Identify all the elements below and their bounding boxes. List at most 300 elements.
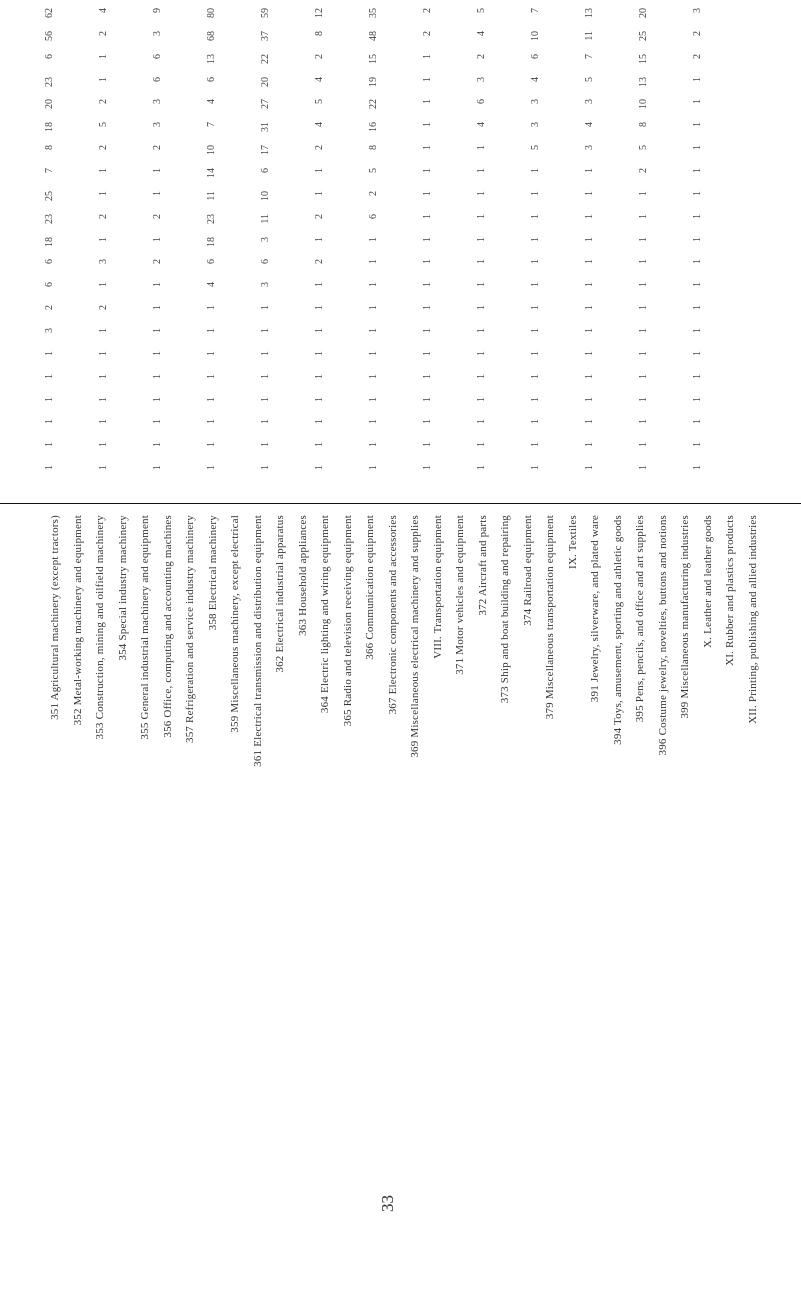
table-cell: 1	[152, 168, 163, 173]
table-cell: 10	[206, 145, 217, 156]
table-cell: 2	[152, 259, 163, 265]
table-cell: 1	[98, 373, 109, 379]
table-cell: 3	[260, 236, 271, 242]
table-cell: 1	[638, 419, 649, 425]
table-cell: 1	[152, 419, 163, 425]
row-label	[404, 515, 427, 1295]
table-cell: 1	[476, 259, 487, 265]
table-cell: 1	[530, 236, 541, 242]
table-cell: 4	[314, 76, 325, 82]
table-cell: 1	[638, 442, 649, 448]
table-cell: 5	[368, 168, 379, 173]
row-label	[292, 515, 315, 1295]
table-cell: 1	[44, 442, 55, 448]
table-cell: 1	[584, 305, 595, 311]
table-cell: 1	[422, 122, 433, 128]
table-cell: 1	[638, 259, 649, 265]
table-cell: 1	[584, 168, 595, 173]
table-cell: 5	[476, 8, 487, 13]
table-cell: 1	[692, 168, 703, 173]
table-cell: 10	[260, 190, 271, 201]
table-cell: 1	[368, 236, 379, 242]
table-cell: 1	[638, 305, 649, 311]
table-cell: 1	[98, 53, 109, 59]
table-cell: 1	[422, 442, 433, 448]
row-label	[719, 515, 742, 1295]
table-cell: 6	[44, 53, 55, 59]
table-cell: 2	[152, 213, 163, 219]
table-cell: 6	[260, 259, 271, 265]
table-cell: 1	[692, 145, 703, 151]
table-cell: 7	[530, 8, 541, 13]
row-label	[427, 515, 450, 1295]
row-label-text: 364 Electric lighting and wiring equipment	[319, 515, 332, 714]
table-cell: 10	[638, 99, 649, 110]
table-cell: 1	[584, 350, 595, 356]
table-cell: 1	[692, 419, 703, 425]
table-cell: 1	[422, 168, 433, 173]
table-cell: 80	[206, 8, 217, 18]
table-cell: 1	[530, 190, 541, 196]
table-cell: 48	[368, 30, 379, 41]
table-cell: 1	[692, 236, 703, 242]
table-cell: 13	[206, 53, 217, 64]
table-cell: 2	[692, 53, 703, 59]
table-cell: 1	[638, 350, 649, 356]
table-cell: 19	[368, 76, 379, 87]
table-cell: 7	[206, 122, 217, 128]
table-cell: 1	[692, 122, 703, 128]
row-label	[67, 515, 90, 1295]
row-label-text: 379 Miscellaneous transportation equipment	[544, 515, 557, 720]
row-label-text: 361 Electrical transmission and distribution equipment	[251, 515, 264, 767]
table-cell: 25	[44, 190, 55, 201]
table-cell: 2	[422, 30, 433, 36]
table-cell: 1	[98, 328, 109, 333]
row-label	[674, 515, 697, 1295]
table-cell: 3	[530, 122, 541, 128]
row-label-text: 373 Ship and boat building and repairing	[499, 515, 512, 704]
table-cell: 1	[44, 396, 55, 402]
table-cell: 11	[260, 213, 271, 224]
table-cell: 1	[98, 465, 109, 471]
table-cell: 3	[44, 328, 55, 333]
table-cell: 10	[530, 30, 541, 41]
table-cell: 1	[530, 442, 541, 448]
table-cell: 15	[368, 53, 379, 64]
table-cell: 1	[44, 465, 55, 471]
table-cell: 1	[530, 419, 541, 425]
table-cell: 1	[44, 373, 55, 379]
row-label-text: 394 Toys, amusement, sporting and athletic goods	[611, 515, 624, 745]
table-cell: 6	[530, 53, 541, 59]
table-cell: 7	[584, 53, 595, 59]
table-cell: 1	[152, 442, 163, 448]
table-cell: 1	[260, 328, 271, 333]
table-cell: 1	[260, 465, 271, 471]
table-cell: 6	[152, 53, 163, 59]
table-cell: 2	[98, 305, 109, 311]
table-cell: 1	[368, 373, 379, 379]
table-cell: 1	[584, 465, 595, 471]
table-cell: 18	[44, 122, 55, 133]
table-cell: 1	[260, 396, 271, 402]
table-cell: 22	[260, 53, 271, 64]
table-cell: 1	[368, 465, 379, 471]
table-cell: 1	[422, 259, 433, 265]
row-label-text: 352 Metal-working machinery and equipment	[71, 515, 84, 726]
table-cell: 1	[314, 328, 325, 333]
table-cell: 1	[152, 282, 163, 288]
table-cell: 1	[530, 396, 541, 402]
table-cell: 3	[152, 30, 163, 36]
table-cell: 2	[44, 305, 55, 311]
table-cell: 1	[692, 282, 703, 288]
row-label-text: 366 Communication equipment	[364, 515, 377, 660]
row-label	[269, 515, 292, 1295]
row-label-text: 369 Miscellaneous electrical machinery and supplies	[409, 515, 422, 758]
table-cell: 7	[44, 168, 55, 173]
table-cell: 1	[368, 396, 379, 402]
table-cell: 1	[314, 168, 325, 173]
row-label-text: 363 Household appliances	[296, 515, 309, 636]
table-cell: 23	[44, 213, 55, 224]
table-cell: 1	[692, 350, 703, 356]
table-cell: 8	[44, 145, 55, 151]
table-cell: 1	[422, 350, 433, 356]
table-cell: 2	[152, 145, 163, 151]
table-cell: 2	[314, 145, 325, 151]
table-cell: 1	[692, 328, 703, 333]
table-cell: 2	[98, 99, 109, 105]
table-cell: 1	[476, 213, 487, 219]
row-label	[449, 515, 472, 1295]
table-cell: 6	[152, 76, 163, 82]
row-label-text: 395 Pens, pencils, and office and art supplies	[634, 515, 647, 723]
table-cell: 1	[692, 76, 703, 82]
table-cell: 9	[152, 8, 163, 13]
table-cell: 1	[692, 305, 703, 311]
table-cell: 1	[422, 190, 433, 196]
table-cell: 1	[314, 190, 325, 196]
row-label-text: 374 Railroad equipment	[521, 515, 534, 626]
table-cell: 1	[368, 328, 379, 333]
row-label-text: 371 Motor vehicles and equipment	[454, 515, 467, 675]
row-label-text: 359 Miscellaneous machinery, except electrical	[229, 515, 242, 733]
row-label-text: 391 Jewelry, silverware, and plated ware	[589, 515, 602, 703]
row-label-text: 362 Electrical industrial apparatus	[274, 515, 287, 673]
row-label	[44, 515, 67, 1295]
table-cell: 1	[638, 282, 649, 288]
row-label-text: 358 Electrical machinery	[206, 515, 219, 631]
table-cell: 4	[476, 30, 487, 36]
table-cell: 1	[152, 350, 163, 356]
table-cell: 1	[692, 373, 703, 379]
table-cell: 68	[206, 30, 217, 41]
table-cell: 5	[98, 122, 109, 128]
table-cell: 1	[260, 373, 271, 379]
table-cell: 1	[530, 373, 541, 379]
table-cell: 1	[98, 419, 109, 425]
table-cell: 6	[368, 213, 379, 219]
table-cell: 1	[206, 350, 217, 356]
table-cell: 1	[476, 145, 487, 151]
row-label-text: IX. Textiles	[566, 515, 579, 569]
table-cell: 1	[584, 442, 595, 448]
table-cell: 1	[584, 236, 595, 242]
table-cell: 1	[206, 419, 217, 425]
table-cell: 3	[584, 99, 595, 105]
table-cell: 1	[314, 419, 325, 425]
table-cell: 23	[206, 213, 217, 224]
table-cell: 1	[98, 442, 109, 448]
row-label	[224, 515, 247, 1295]
table-cell: 6	[206, 259, 217, 265]
table-cell: 27	[260, 99, 271, 110]
row-label-text: 372 Aircraft and parts	[476, 515, 489, 616]
table-cell: 20	[44, 99, 55, 110]
table-cell: 1	[476, 396, 487, 402]
table-cell: 1	[584, 213, 595, 219]
table-cell: 62	[44, 8, 55, 18]
table-cell: 1	[584, 373, 595, 379]
table-cell: 1	[692, 259, 703, 265]
table-cell: 3	[476, 76, 487, 82]
table-cell: 1	[530, 213, 541, 219]
table-cell: 1	[260, 419, 271, 425]
table-cell: 25	[638, 30, 649, 41]
table-cell: 1	[476, 168, 487, 173]
table-cell: 1	[584, 282, 595, 288]
table-cell: 4	[206, 99, 217, 105]
row-label	[382, 515, 405, 1295]
table-cell: 6	[44, 282, 55, 288]
table-cell: 1	[314, 236, 325, 242]
table-cell: 1	[422, 236, 433, 242]
table-cell: 1	[44, 350, 55, 356]
row-label-text: 353 Construction, mining and oilfield machinery	[94, 515, 107, 740]
table-cell: 3	[530, 99, 541, 105]
row-label	[539, 515, 562, 1295]
table-cell: 6	[476, 99, 487, 105]
table-cell: 11	[584, 30, 595, 41]
row-label	[742, 515, 765, 1295]
row-label	[584, 515, 607, 1295]
table-cell: 1	[314, 465, 325, 471]
table-cell: 2	[314, 213, 325, 219]
table-cell: 5	[638, 145, 649, 151]
table-cell: 1	[260, 350, 271, 356]
table-cell: 1	[368, 350, 379, 356]
table-cell: 1	[368, 282, 379, 288]
row-label	[652, 515, 675, 1295]
row-label	[202, 515, 225, 1295]
table-cell: 1	[422, 282, 433, 288]
table-cell: 1	[152, 236, 163, 242]
table-cell: 1	[422, 99, 433, 105]
table-cell: 1	[368, 442, 379, 448]
table-cell: 1	[476, 350, 487, 356]
table-cell: 1	[422, 465, 433, 471]
row-label-text: 365 Radio and television receiving equipment	[341, 515, 354, 727]
table-cell: 1	[638, 465, 649, 471]
table-cell: 1	[476, 465, 487, 471]
table-cell: 1	[44, 419, 55, 425]
row-label	[562, 515, 585, 1295]
table-cell: 1	[638, 236, 649, 242]
row-label	[89, 515, 112, 1295]
table-cell: 1	[422, 76, 433, 82]
table-cell: 1	[530, 259, 541, 265]
table-cell: 1	[638, 213, 649, 219]
table-cell: 1	[638, 328, 649, 333]
table-cell: 17	[260, 145, 271, 156]
table-cell: 37	[260, 30, 271, 41]
table-cell: 2	[368, 190, 379, 196]
row-label	[134, 515, 157, 1295]
table-cell: 5	[530, 145, 541, 151]
row-label	[179, 515, 202, 1295]
row-label-text: 355 General industrial machinery and equipment	[139, 515, 152, 740]
table-cell: 2	[314, 259, 325, 265]
row-label	[337, 515, 360, 1295]
table-cell: 1	[206, 305, 217, 311]
table-cell: 8	[368, 145, 379, 151]
table-cell: 6	[206, 76, 217, 82]
table-cell: 1	[692, 396, 703, 402]
row-label	[697, 515, 720, 1295]
table-cell: 1	[422, 396, 433, 402]
table-cell: 1	[422, 328, 433, 333]
table-cell: 1	[152, 305, 163, 311]
row-label-text: 399 Miscellaneous manufacturing industries	[679, 515, 692, 719]
table-cell: 1	[152, 465, 163, 471]
table-cell: 1	[152, 328, 163, 333]
table-cell: 1	[692, 99, 703, 105]
table-cell: 1	[152, 396, 163, 402]
table-cell: 5	[584, 76, 595, 82]
table-cell: 2	[314, 53, 325, 59]
table-cell: 20	[638, 8, 649, 18]
table-cell: 1	[206, 373, 217, 379]
table-cell: 1	[584, 259, 595, 265]
table-cell: 1	[314, 442, 325, 448]
row-label	[517, 515, 540, 1295]
table-cell: 1	[530, 350, 541, 356]
table-cell: 1	[692, 442, 703, 448]
table-cell: 1	[314, 305, 325, 311]
table-cell: 1	[422, 145, 433, 151]
table-cell: 31	[260, 122, 271, 133]
table-cell: 1	[422, 213, 433, 219]
table-cell: 1	[368, 419, 379, 425]
table-cell: 1	[98, 168, 109, 173]
row-label-text: XI. Rubber and plastics products	[724, 515, 737, 666]
table-cell: 12	[314, 8, 325, 18]
table-cell: 1	[476, 373, 487, 379]
table-cell: 1	[422, 373, 433, 379]
table-cell: 1	[530, 282, 541, 288]
table-cell: 1	[422, 53, 433, 59]
table-cell: 2	[98, 30, 109, 36]
table-cell: 14	[206, 168, 217, 178]
table-cell: 1	[584, 328, 595, 333]
table-cell: 5	[314, 99, 325, 105]
table-cell: 6	[44, 259, 55, 265]
table-cell: 1	[692, 213, 703, 219]
table-cell: 2	[638, 168, 649, 173]
row-label	[494, 515, 517, 1295]
table-cell: 59	[260, 8, 271, 18]
row-label-text: 357 Refrigeration and service industry machinery	[184, 515, 197, 743]
table-cell: 1	[584, 396, 595, 402]
table-cell: 1	[476, 328, 487, 333]
table-cell: 3	[692, 8, 703, 13]
table-cell: 1	[206, 328, 217, 333]
table-cell: 4	[476, 122, 487, 128]
table-cell: 1	[98, 282, 109, 288]
table-cell: 1	[476, 305, 487, 311]
table-cell: 1	[314, 350, 325, 356]
table-cell: 1	[368, 305, 379, 311]
table-cell: 2	[98, 145, 109, 151]
table-cell: 16	[368, 122, 379, 133]
row-label-text: VIII. Transportation equipment	[431, 515, 444, 659]
table-rule	[0, 503, 801, 504]
table-cell: 23	[44, 76, 55, 87]
table-cell: 1	[368, 259, 379, 265]
row-label	[112, 515, 135, 1295]
table-cell: 1	[206, 442, 217, 448]
table-cell: 18	[206, 236, 217, 247]
table-cell: 15	[638, 53, 649, 64]
table-cell: 1	[152, 373, 163, 379]
table-cell: 20	[260, 76, 271, 87]
table-cell: 4	[314, 122, 325, 128]
table-cell: 1	[530, 328, 541, 333]
table-cell: 22	[368, 99, 379, 110]
table-cell: 1	[638, 190, 649, 196]
table-cell: 4	[530, 76, 541, 82]
row-label-text: 354 Special industry machinery	[116, 515, 129, 661]
table-cell: 8	[638, 122, 649, 128]
table-cell: 4	[206, 282, 217, 288]
table-cell: 13	[584, 8, 595, 18]
table-cell: 1	[98, 190, 109, 196]
row-label	[629, 515, 652, 1295]
table-cell: 1	[314, 396, 325, 402]
table-cell: 11	[206, 190, 217, 201]
table-cell: 1	[422, 419, 433, 425]
row-label-text: 396 Costume jewelry, novelties, buttons and notions	[656, 515, 669, 756]
table-cell: 3	[152, 122, 163, 128]
table-cell: 1	[530, 168, 541, 173]
table-cell: 3	[152, 99, 163, 105]
table-cell: 4	[584, 122, 595, 128]
table-cell: 35	[368, 8, 379, 18]
table-cell: 1	[530, 305, 541, 311]
row-label	[157, 515, 180, 1295]
row-label-text: 351 Agricultural machinery (except tractors)	[49, 515, 62, 720]
row-label-text: 356 Office, computing and accounting machines	[161, 515, 174, 738]
table-cell: 13	[638, 76, 649, 87]
table-cell: 2	[98, 213, 109, 219]
table-cell: 1	[584, 190, 595, 196]
row-label	[472, 515, 495, 1295]
table-cell: 2	[422, 8, 433, 13]
table-cell: 2	[692, 30, 703, 36]
row-label	[607, 515, 630, 1295]
